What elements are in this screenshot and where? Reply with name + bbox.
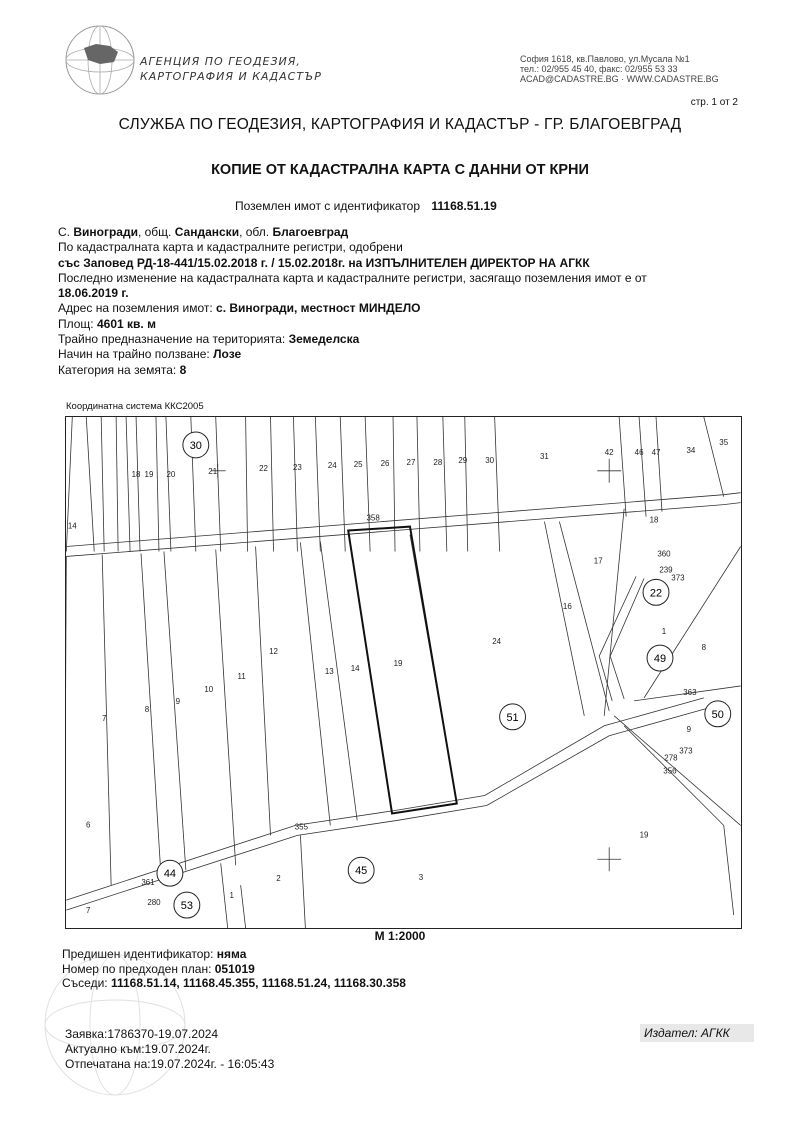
neighbors-value: 11168.51.14, 11168.45.355, 11168.51.24, 11168.30.358 — [110, 976, 406, 990]
parcel-label: 19 — [639, 830, 649, 840]
parcel-label: 18 — [649, 515, 659, 525]
current-as-of: Актуално към:19.07.2024г. — [65, 1042, 211, 1056]
parcel-label: 2 — [276, 874, 281, 884]
region-prefix: , обл. — [239, 225, 273, 239]
parcel-label: 24 — [327, 460, 337, 470]
parcel-label: 7 — [86, 906, 91, 916]
parcel-label: 360 — [657, 549, 671, 559]
coordinate-system: Координатна система ККС2005 — [66, 401, 204, 412]
parcel-label: 7 — [101, 713, 107, 723]
purpose-label: Трайно предназначение на територията: — [58, 332, 289, 347]
parcel-label: 16 — [562, 602, 572, 612]
parcel-label: 29 — [458, 455, 468, 465]
parcel-label: 24 — [492, 637, 502, 647]
agency-name-line1: АГЕНЦИЯ ПО ГЕОДЕЗИЯ, — [140, 55, 301, 68]
area-label: Площ: — [58, 316, 97, 331]
parcel-boundaries — [65, 417, 741, 928]
parcel-label: 46 — [634, 447, 644, 457]
parcel-label: 14 — [350, 664, 360, 674]
prev-id-label: Предишен идентификатор: — [62, 947, 217, 961]
section-number: 50 — [711, 708, 724, 721]
neighbors-label: Съседи: — [62, 976, 111, 990]
parcel-label: 47 — [651, 447, 661, 457]
highlighted-parcel — [348, 527, 457, 814]
parcel-label: 30 — [485, 455, 495, 465]
parcel-label: 373 — [679, 746, 693, 756]
purpose-value: Земеделска — [288, 332, 360, 347]
page-number: стр. 1 от 2 — [690, 97, 738, 108]
last-change-date: 18.06.2019 г. — [58, 286, 129, 301]
parcel-label: 11 — [237, 671, 246, 681]
agency-address — [520, 54, 719, 84]
identifier-label: Поземлен имот с идентификатор — [235, 199, 421, 213]
parcel-label: 42 — [604, 447, 614, 457]
parcel-label: 22 — [259, 463, 268, 473]
agency-logo-globe — [60, 20, 140, 100]
parcel-label: 18 — [131, 469, 141, 479]
parcel-label: 356 — [663, 766, 677, 776]
section-number: 45 — [355, 865, 368, 878]
municipality-value: Сандански — [174, 225, 240, 239]
section-number: 49 — [653, 653, 667, 666]
agency-address-line2: тел.: 02/955 45 40, факс: 02/955 53 33 — [520, 64, 678, 74]
parcel-label: 6 — [86, 820, 91, 830]
identifier-value: 11168.51.19 — [431, 199, 497, 213]
parcel-label: 21 — [208, 466, 218, 476]
service-name: СЛУЖБА ПО ГЕОДЕЗИЯ, КАРТОГРАФИЯ И КАДАСТЪР - ГР. БЛАГОЕВГРАД — [118, 116, 682, 133]
parcel-label: 17 — [593, 556, 603, 566]
location-prefix: С. — [58, 225, 74, 239]
property-info — [58, 225, 758, 378]
agency-name-line2: КАРТОГРАФИЯ И КАДАСТЪР — [140, 70, 322, 83]
category-value: 8 — [179, 362, 187, 377]
parcel-label: 8 — [144, 704, 150, 714]
usage-value: Лозе — [213, 347, 242, 362]
area-line — [58, 317, 758, 332]
order-line: със Заповед РД-18-441/15.02.2018 г. / 15.02.2018г. на ИЗПЪЛНИТЕЛЕН ДИРЕКТОР НА АГКК — [58, 255, 590, 270]
approved-line: По кадастралната карта и кадастралните регистри, одобрени — [58, 240, 403, 255]
parcel-label: 19 — [393, 659, 403, 669]
parcel-label: 25 — [353, 459, 363, 469]
section-number: 22 — [649, 587, 663, 600]
document-title: КОПИЕ ОТ КАДАСТРАЛНА КАРТА С ДАННИ ОТ КРНИ — [211, 162, 589, 178]
parcel-label: 12 — [269, 647, 278, 657]
parcel-label: 23 — [292, 462, 302, 472]
plan-value: 051019 — [214, 961, 255, 976]
section-number: 53 — [180, 900, 193, 913]
area-value: 4601 кв. м — [96, 316, 156, 331]
category-line — [58, 363, 758, 378]
parcel-label: 20 — [166, 469, 176, 479]
request-number: Заявка:1786370-19.07.2024 — [65, 1027, 219, 1041]
parcel-label: 9 — [686, 724, 692, 734]
identifier-line — [235, 199, 497, 213]
parcel-label: 26 — [380, 458, 390, 468]
agency-address-line3: ACAD@CADASTRE.BG · WWW.CADASTRE.BG — [520, 74, 719, 84]
parcel-label: 373 — [671, 573, 685, 583]
parcel-label: 35 — [719, 437, 729, 447]
parcel-label: 1 — [661, 627, 667, 637]
plan-label: Номер по предходен план: — [62, 961, 215, 976]
region-value: Благоевград — [272, 225, 349, 239]
parcel-labels — [68, 438, 729, 915]
parcel-label: 355 — [294, 822, 309, 832]
parcel-label: 1 — [229, 891, 234, 901]
parcel-label: 34 — [686, 445, 696, 455]
parcel-label: 358 — [366, 513, 380, 523]
parcel-label: 361 — [141, 878, 155, 888]
location-value: Виногради — [73, 225, 138, 239]
address-value: с. Виногради, местност МИНДЕЛО — [216, 301, 421, 316]
document-footer — [65, 1027, 274, 1072]
section-number: 44 — [163, 868, 177, 881]
cadastral-map — [65, 416, 742, 929]
purpose-line — [58, 332, 758, 347]
parcel-label: 9 — [175, 696, 181, 706]
parcel-label: 28 — [433, 457, 443, 467]
location-line — [58, 225, 758, 240]
agency-address-line1: София 1618, кв.Павлово, ул.Мусала №1 — [520, 54, 690, 64]
parcel-label: 13 — [324, 666, 334, 676]
publisher: Издател: АГКК — [640, 1024, 754, 1042]
parcel-label: 14 — [67, 521, 77, 531]
parcel-label: 3 — [418, 873, 424, 883]
prev-id-value: няма — [216, 947, 247, 961]
parcel-label: 239 — [659, 565, 673, 575]
parcel-label: 19 — [144, 469, 154, 479]
last-change-line: Последно изменение на кадастралната карта и кадастралните регистри, засягащо поземления имот е от — [58, 270, 647, 285]
printed-date: Отпечатана на:19.07.2024г. - 16:05:43 — [65, 1057, 275, 1071]
section-number: 51 — [506, 711, 519, 724]
parcel-label: 27 — [406, 457, 416, 467]
parcel-label: 8 — [701, 643, 707, 653]
parcel-label: 280 — [147, 898, 161, 908]
map-scale: М 1:2000 — [374, 929, 426, 943]
watermark-globe — [40, 950, 190, 1100]
usage-line — [58, 347, 758, 362]
address-line — [58, 301, 758, 316]
parcel-label: 278 — [664, 753, 678, 763]
usage-label: Начин на трайно ползване: — [58, 347, 214, 362]
agency-name — [140, 54, 322, 84]
section-number: 30 — [189, 439, 202, 452]
parcel-label: 31 — [540, 451, 549, 461]
category-label: Категория на земята: — [58, 362, 180, 377]
municipality-prefix: , общ. — [137, 225, 175, 239]
address-label: Адрес на поземления имот: — [58, 301, 217, 316]
parcel-label: 10 — [204, 684, 214, 694]
parcel-label: 363 — [683, 687, 697, 697]
